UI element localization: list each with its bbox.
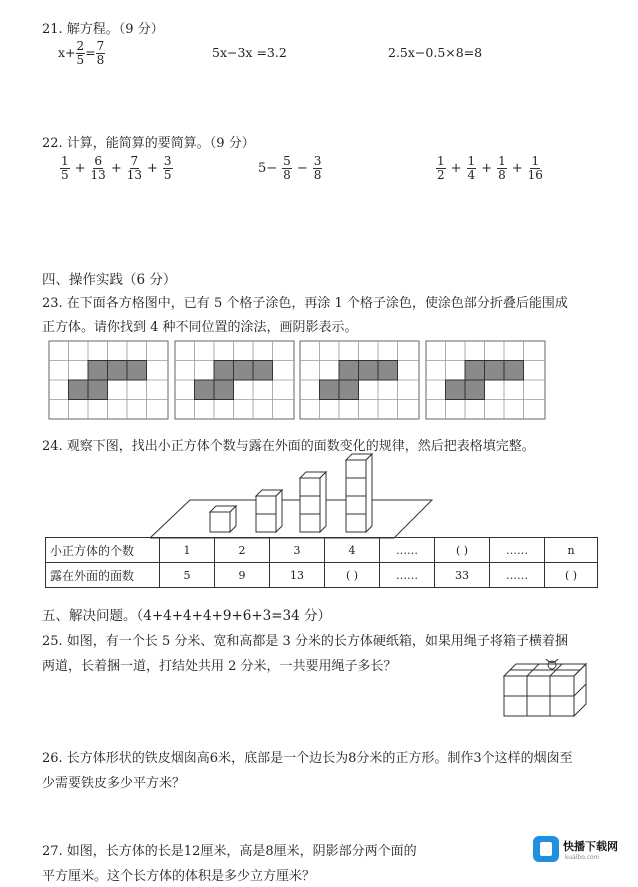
table-cell: n [545,538,598,563]
cube-stack-2 [256,490,282,532]
section-4-heading: 四、操作实践（6 分） [42,272,177,288]
table-row [46,563,598,588]
table-cell: …… [490,538,545,563]
q24-cube-figure [150,452,440,540]
table-cell: 9 [215,563,270,588]
table-cell: 4 [325,538,380,563]
watermark-url: kuaibo.com [565,854,600,861]
q22-title: 22. 计算，能简算的要简算。（9 分） [42,136,255,151]
q27-line-1: 27. 如图，长方体的长是12厘米，高是8厘米，阴影部分两个面的 [42,844,417,859]
table-cell: 5 [160,563,215,588]
q26-line-2: 少需要铁皮多少平方米？ [42,776,186,791]
box-icon [533,836,559,862]
table-cell: …… [380,563,435,588]
table-cell[interactable]: ( ) [325,563,380,588]
q21-equation-3: 2.5x−0.5×8=8 [388,45,483,60]
table-cell: 小正方体的个数 [46,538,160,563]
q23-grid-4 [426,341,545,419]
q25-box-figure [500,656,592,720]
q24-table [45,537,598,588]
q23-grid-set [48,340,596,420]
q22-expression-2: 5− $\frac{5}{8}$ − $\frac{3}{8}$ [258,154,322,182]
table-board [150,500,432,538]
section-5-heading: 五、解决问题。（4+4+4+4+9+6+3=34 分） [42,608,332,624]
table-cell: …… [380,538,435,563]
q26-line-1: 26. 长方体形状的铁皮烟囱高6米，底部是一个边长为8分米的正方形。制作3个这样的烟囱至 [42,751,573,766]
q24-title: 24. 观察下图，找出小正方体个数与露在外面的面数变化的规律，然后把表格填完整。 [42,439,535,454]
q23-grid-2 [175,341,294,419]
q21-equation-1: x+ $\frac{2}{5}$ = $\frac{7}{8}$ [58,39,105,67]
q21-equation-2: 5x−3x =3.2 [212,45,287,60]
cube-stack-3 [300,472,326,532]
table-cell: 2 [215,538,270,563]
table-cell[interactable]: ( ) [545,563,598,588]
table-cell: 33 [435,563,490,588]
table-row [46,538,598,563]
table-cell: 13 [270,563,325,588]
q23-grid-1 [49,341,168,419]
q25-line-1: 25. 如图，有一个长 5 分米、宽和高都是 3 分米的长方体硬纸箱，如果用绳子将箱子横着捆 [42,634,568,649]
q23-line-1: 23. 在下面各方格图中，已有 5 个格子涂色，再涂 1 个格子涂色，使涂色部分折叠后能围成 [42,296,568,311]
q22-expression-3: $\frac{1}{2}$ + $\frac{1}{4}$ + $\frac{1}{8}$ + $\frac{1}{16}$ [437,154,543,182]
cube-stack-1 [210,506,236,532]
cube-stack-4 [346,454,372,532]
table-cell[interactable]: ( ) [435,538,490,563]
q23-grid-3 [300,341,419,419]
q27-line-2: 平方厘米。这个长方体的体积是多少立方厘米？ [42,869,316,884]
table-cell: 露在外面的面数 [46,563,160,588]
q21-title: 21. 解方程。（9 分） [42,22,164,37]
watermark-logo [527,832,637,872]
table-cell: 3 [270,538,325,563]
q22-expression-1: $\frac{1}{5}$ + $\frac{6}{13}$ + $\frac{7}{13}$ + $\frac{3}{5}$ [61,154,172,182]
watermark-name: 快播下载网 [563,840,618,853]
q23-line-2: 正方体。请你找到 4 种不同位置的涂法，画阴影表示。 [42,320,358,335]
table-cell: …… [490,563,545,588]
q25-line-2: 两道，长着捆一道，打结处共用 2 分米，一共要用绳子多长？ [42,659,397,674]
table-cell: 1 [160,538,215,563]
